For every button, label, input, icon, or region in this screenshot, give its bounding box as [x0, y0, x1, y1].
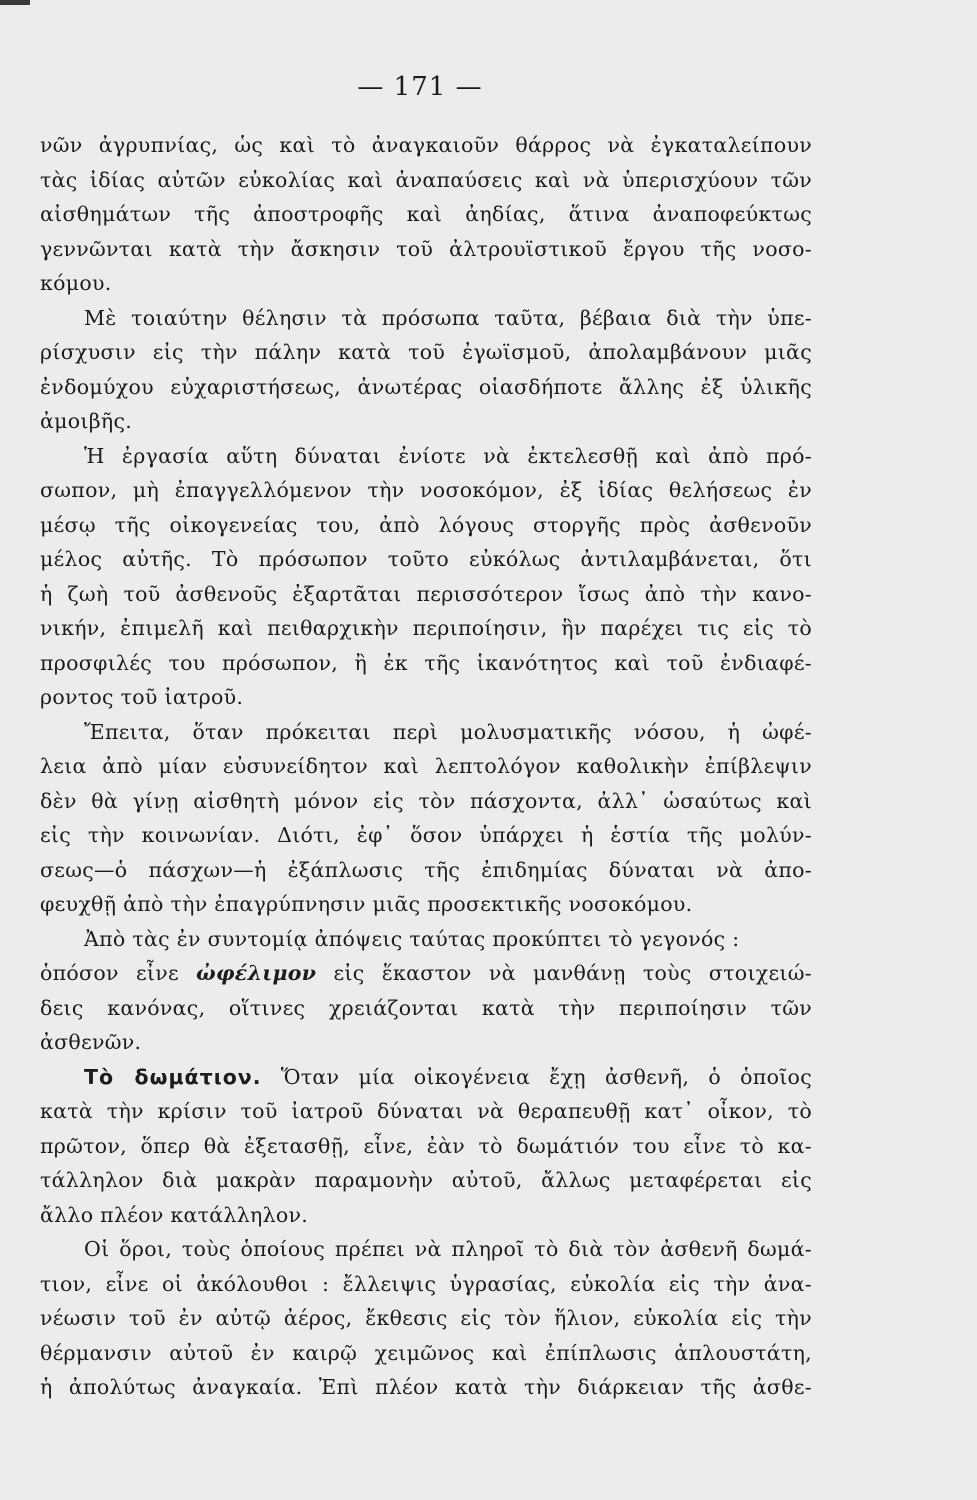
text-line: τιον, εἶνε οἱ ἀκόλουθοι : ἔλλειψις ὑγρασίας, εὐκολία εἰς τὴν ἀνα- — [40, 1271, 812, 1296]
text-line: νικήν, ἐπιμελῆ καὶ πειθαρχικὴν περιποίησιν, ἣν παρέχει τις εἰς τὸ — [40, 616, 812, 640]
text-line: Ἀπὸ τὰς ἐν συντομίᾳ ἀπόψεις ταύτας προκύπτει τὸ γεγονός : — [84, 926, 740, 951]
text-line: αἰσθημάτων τῆς ἀποστροφῆς καὶ ἀηδίας, ἅτινα ἀναποφεύκτως — [40, 202, 812, 226]
section-heading: Τὸ δωμάτιον. — [84, 1064, 262, 1089]
text-line: δὲν θὰ γίνῃ αἰσθητὴ μόνον εἰς τὸν πάσχοντα, ἀλλ᾽ ὡσαύτως καὶ — [40, 788, 812, 813]
text-line: γεννῶνται κατὰ τὴν ἄσκησιν τοῦ ἀλτρουϊστικοῦ ἔργου τῆς νοσο- — [40, 236, 812, 261]
scan-edge-mark — [0, 0, 30, 5]
text-line: θέρμανσιν αὐτοῦ ἐν καιρῷ χειμῶνος καὶ ἐπίπλωσις ἁπλουστάτη, — [40, 1340, 812, 1365]
text-line: προσφιλές του πρόσωπον, ἢ ἐκ τῆς ἱκανότητος καὶ τοῦ ἐνδιαφέ- — [40, 650, 812, 675]
text-line: τὰς ἰδίας αὐτῶν εὐκολίας καὶ ἀναπαύσεις καὶ νὰ ὑπερισχύουν τῶν — [40, 167, 812, 192]
text-line: Ἔπειτα, ὅταν πρόκειται περὶ μολυσματικῆς νόσου, ἡ ὠφέ- — [84, 719, 812, 744]
text-line — [40, 1060, 812, 1095]
text-line: ρίσχυσιν εἰς τὴν πάλην κατὰ τοῦ ἐγωϊσμοῦ, ἀπολαμβάνουν μιᾶς — [40, 340, 812, 364]
text-line: ἀμοιβῆς. — [40, 409, 133, 433]
text-line: ἡ ἀπολύτως ἀναγκαία. Ἐπὶ πλέον κατὰ τὴν διάρκειαν τῆς ἀσθε- — [40, 1375, 812, 1399]
text-fragment: εἰς ἕκαστον νὰ μανθάνῃ τοὺς στοιχειώ- — [333, 961, 812, 985]
text-line: φευχθῇ ἀπὸ τὴν ἐπαγρύπνησιν μιᾶς προσεκτικῆς νοσοκόμου. — [40, 892, 693, 916]
text-line: νέωσιν τοῦ ἐν αὐτῷ ἀέρος, ἔκθεσις εἰς τὸν ἥλιον, εὐκολία εἰς τὴν — [40, 1306, 812, 1330]
text-line — [40, 956, 812, 991]
text-line: ἡ ζωὴ τοῦ ἀσθενοῦς ἐξαρτᾶται περισσότερον ἴσως ἀπὸ τὴν κανο- — [40, 581, 812, 606]
text-line: νῶν ἀγρυπνίας, ὡς καὶ τὸ ἀναγκαιοῦν θάρρος νὰ ἐγκαταλείπουν — [40, 133, 812, 157]
text-line: σωπον, μὴ ἐπαγγελλόμενον τὴν νοσοκόμον, ἐξ ἰδίας θελήσεως ἐν — [40, 478, 812, 502]
text-line: Ἡ ἐργασία αὕτη δύναται ἐνίοτε νὰ ἐκτελεσθῇ καὶ ἀπὸ πρό- — [84, 443, 812, 468]
text-line: λεια ἀπὸ μίαν εὐσυνείδητον καὶ λεπτολόγον καθολικὴν ἐπίβλεψιν — [40, 754, 812, 778]
text-line: εἰς τὴν κοινωνίαν. Διότι, ἐφ᾽ ὅσον ὑπάρχει ἡ ἑστία τῆς μολύν- — [40, 823, 812, 847]
text-line: σεως—ὁ πάσχων—ἡ ἐξάπλωσις τῆς ἐπιδημίας δύναται νὰ ἀπο- — [40, 857, 812, 882]
text-line: ἀσθενῶν. — [40, 1030, 142, 1054]
emphasized-word: ὠφέλιμον — [196, 961, 317, 985]
text-line: πρῶτον, ὅπερ θὰ ἐξετασθῇ, εἶνε, ἐὰν τὸ δωμάτιόν του εἶνε τὸ κα- — [40, 1133, 812, 1158]
text-line: ροντος τοῦ ἰατροῦ. — [40, 685, 244, 709]
text-line: Μὲ τοιαύτην θέλησιν τὰ πρόσωπα ταῦτα, βέβαια διὰ τὴν ὑπε- — [84, 305, 812, 330]
text-line: μέσῳ τῆς οἰκογενείας του, ἀπὸ λόγους στοργῆς πρὸς ἀσθενοῦν — [40, 512, 812, 537]
text-line: κατὰ τὴν κρίσιν τοῦ ἰατροῦ δύναται νὰ θεραπευθῇ κατ᾽ οἶκον, τὸ — [40, 1099, 812, 1123]
text-line: κόμου. — [40, 271, 112, 295]
text-fragment: ὁπόσον εἶνε — [40, 961, 179, 985]
text-line: δεις κανόνας, οἵτινες χρειάζονται κατὰ τὴν περιποίησιν τῶν — [40, 995, 812, 1020]
page-number: — 171 — — [357, 72, 483, 102]
body-text — [40, 128, 812, 1405]
text-line: μέλος αὐτῆς. Τὸ πρόσωπον τοῦτο εὐκόλως ἀντιλαμβάνεται, ὅτι — [40, 547, 812, 571]
text-line: Οἱ ὅροι, τοὺς ὁποίους πρέπει νὰ πληροῖ τὸ διὰ τὸν ἀσθενῆ δωμά- — [84, 1237, 812, 1261]
text-line: ἐνδομύχου εὐχαριστήσεως, ἀνωτέρας οἱασδήποτε ἄλλης ἐξ ὑλικῆς — [40, 374, 812, 399]
text-line: τάλληλον διὰ μακρὰν παραμονὴν αὐτοῦ, ἄλλως μεταφέρεται εἰς — [40, 1168, 812, 1192]
text-fragment: Ὅταν μία οἰκογένεια ἔχῃ ἀσθενῆ, ὁ ὁποῖος — [280, 1064, 812, 1089]
text-line: ἄλλο πλέον κατάλληλον. — [40, 1202, 309, 1227]
